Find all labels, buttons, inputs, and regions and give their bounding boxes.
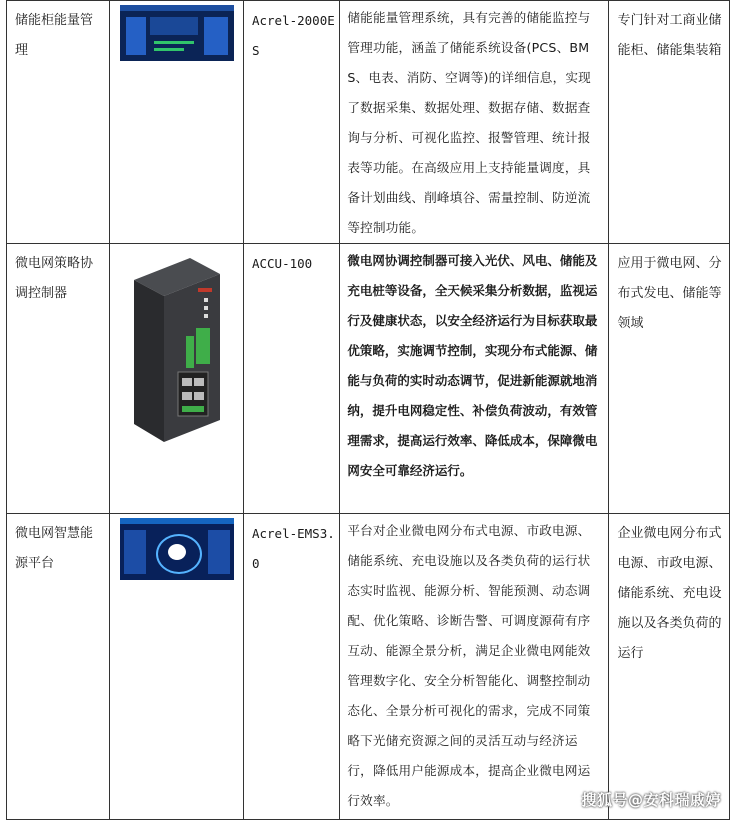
product-name: 微电网策略协调控制器: [15, 256, 94, 301]
product-name-cell: [7, 244, 110, 514]
product-name-cell: [7, 1, 110, 244]
product-description-cell: [340, 1, 609, 244]
watermark: 搜狐号@安科瑞戚婷: [581, 791, 721, 809]
product-model-cell: [243, 1, 339, 244]
product-application: 专门针对工商业储能柜、储能集装箱: [617, 13, 722, 58]
product-description: 平台对企业微电网分布式电源、市政电源、储能系统、充电设施以及各类负荷的运行状态实时监视、能源分析、智能预测、动态调配、优化策略、诊断告警、可调度源荷有序互动、能源全景分析，满足企业微电网能效管理数字化、安全分析智能化、调整控制动态化、全景分析可视化的需求，完成不同策略下光储充资源之间的灵活互动与经济运行，降低用户能源成本，提高企业微电网运行效率。: [347, 523, 591, 808]
table-row: [7, 244, 730, 514]
product-application: 应用于微电网、分布式发电、储能等领域: [617, 256, 722, 331]
product-model: Acrel-EMS3.0: [251, 526, 335, 571]
dashboard-screenshot-icon: [120, 5, 234, 61]
platform-screenshot-icon: [120, 518, 234, 580]
product-model: Acrel-2000ES: [251, 13, 335, 58]
product-image-cell: [110, 244, 244, 514]
product-description: 微电网协调控制器可接入光伏、风电、储能及充电桩等设备，全天候采集分析数据，监视运行及健康状态，以安全经济运行为目标获取最优策略，实施调节控制，实现分布式能源、储能与负荷的实时动态调节，促进新能源就地消纳，提升电网稳定性、补偿负荷波动，有效管理需求，提高运行效率、降低成本，保障微电网安全可靠经济运行。: [347, 253, 598, 478]
product-table: [6, 0, 730, 820]
controller-device-icon: [128, 252, 224, 444]
product-name: 微电网智慧能源平台: [15, 526, 94, 571]
product-application-cell: [609, 514, 730, 820]
product-model-cell: [243, 244, 339, 514]
table-row: [7, 1, 730, 244]
product-name: 储能柜能量管理: [15, 13, 94, 58]
product-description-cell: [340, 244, 609, 514]
product-application: 企业微电网分布式电源、市政电源、储能系统、充电设施以及各类负荷的运行: [617, 526, 722, 661]
product-application-cell: [609, 1, 730, 244]
product-description-cell: [340, 514, 609, 820]
product-model: ACCU-100: [251, 256, 313, 271]
table-row: [7, 514, 730, 820]
product-image-cell: [110, 514, 244, 820]
product-model-cell: [243, 514, 339, 820]
product-image-cell: [110, 1, 244, 244]
product-name-cell: [7, 514, 110, 820]
product-description: 储能能量管理系统，具有完善的储能监控与管理功能，涵盖了储能系统设备(PCS、BMS、电表、消防、空调等)的详细信息，实现了数据采集、数据处理、数据存储、数据查询与分析、可视化监控、报警管理、统计报表等功能。在高级应用上支持能量调度，具备计划曲线、削峰填谷、需量控制、防逆流等控制功能。: [347, 10, 591, 235]
product-application-cell: [609, 244, 730, 514]
